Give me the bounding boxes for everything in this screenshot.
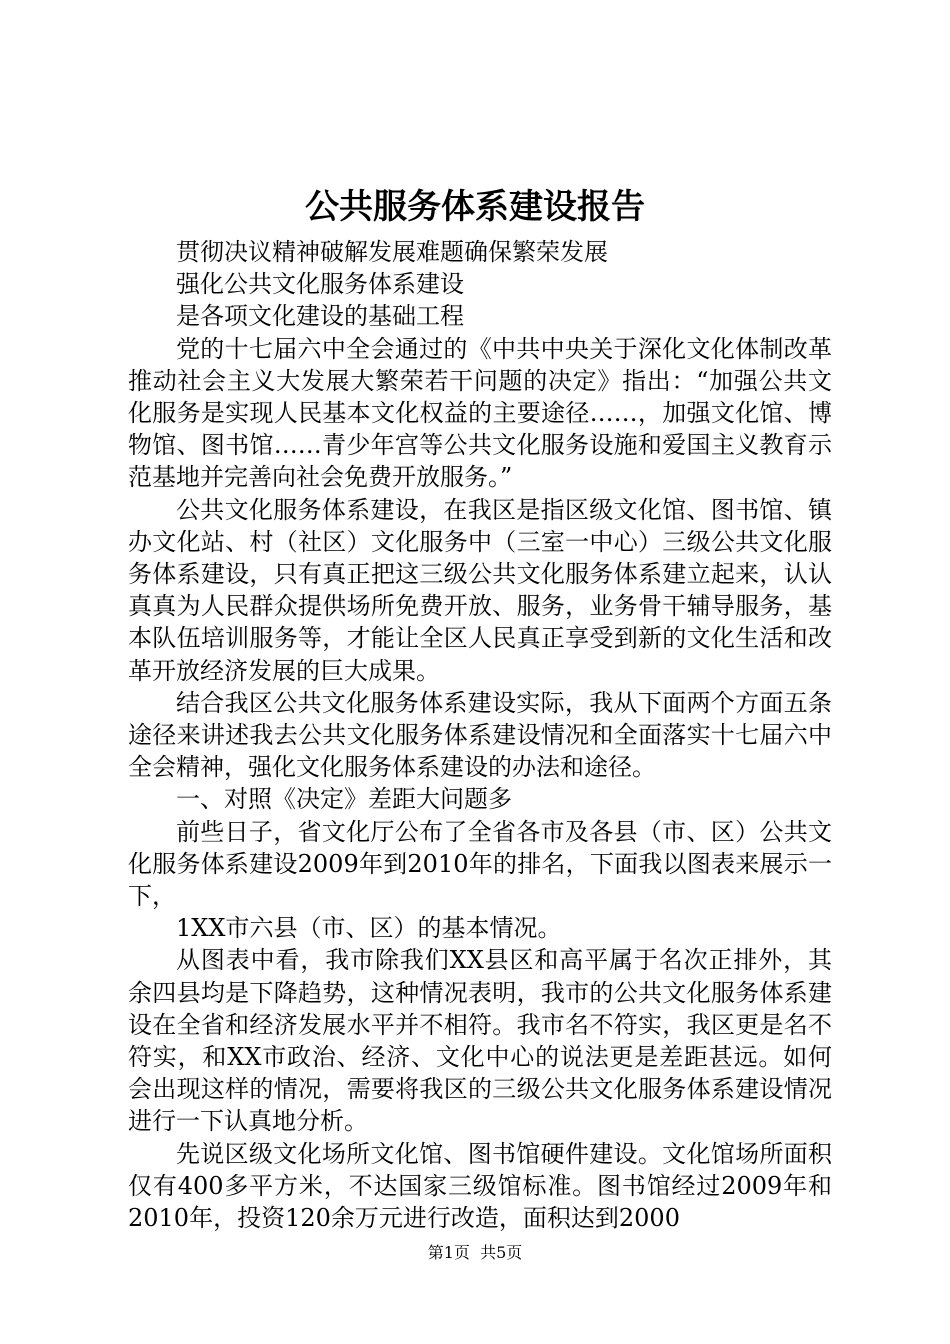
paragraph: 公共文化服务体系建设，在我区是指区级文化馆、图书馆、镇办文化站、村（社区）文化服务中（三室一中心）三级公共文化服务体系建设，只有真正把这三级公共文化服务体系建立起来，认认真真为人民群众提供场所免费开放、服务，业务骨干辅导服务，基本队伍培训服务等，才能让全区人民真正享受到新的文化生活和改革开放经济发展的巨大成果。 (128, 495, 832, 685)
paragraph: 是各项文化建设的基础工程 (176, 302, 464, 331)
page-title: 公共服务体系建设报告 (305, 187, 645, 227)
page-total: 共5页 (480, 1243, 523, 1262)
footer-separator (470, 1243, 480, 1262)
paragraph: 前些日子，省文化厅公布了全省各市及各县（市、区）公共文化服务体系建设2009年到2010年的排名，下面我以图表来展示一下， (128, 817, 832, 911)
document-body (128, 236, 832, 1234)
paragraph: 1XX市六县（市、区）的基本情况。 (176, 914, 562, 943)
page-footer (0, 1242, 950, 1264)
page-number: 第1页 (427, 1243, 470, 1262)
paragraph: 党的十七届六中全会通过的《中共中央关于深化文化体制改革推动社会主义大发展大繁荣若干问题的决定》指出：“加强公共文化服务是实现人民基本文化权益的主要途径……，加强文化馆、博物馆、图书馆……青少年宫等公共文化服务设施和爱国主义教育示范基地并完善向社会免费开放服务。” (128, 334, 832, 492)
paragraph: 贯彻决议精神破解发展难题确保繁荣发展 (176, 238, 608, 266)
paragraph: 从图表中看，我市除我们XX县区和高平属于名次正排外，其余四县均是下降趋势，这种情况表明，我市的公共文化服务体系建设在全省和经济发展水平并不相符。我市名不符实，我区更是名不符实，和XX市政治、经济、文化中心的说法更是差距甚远。如何会出现这样的情况，需要将我区的三级公共文化服务体系建设情况进行一下认真地分析。 (128, 946, 832, 1136)
paragraph: 强化公共文化服务体系建设 (176, 270, 464, 299)
section-heading: 一、对照《决定》差距大问题多 (176, 785, 512, 814)
paragraph: 先说区级文化场所文化馆、图书馆硬件建设。文化馆场所面积仅有400多平方米，不达国家三级馆标准。图书馆经过2009年和2010年，投资120余万元进行改造，面积达到2000 (128, 1139, 832, 1233)
paragraph: 结合我区公共文化服务体系建设实际，我从下面两个方面五条途径来讲述我去公共文化服务体系建设情况和全面落实十七届六中全会精神，强化文化服务体系建设的办法和途径。 (128, 688, 832, 782)
